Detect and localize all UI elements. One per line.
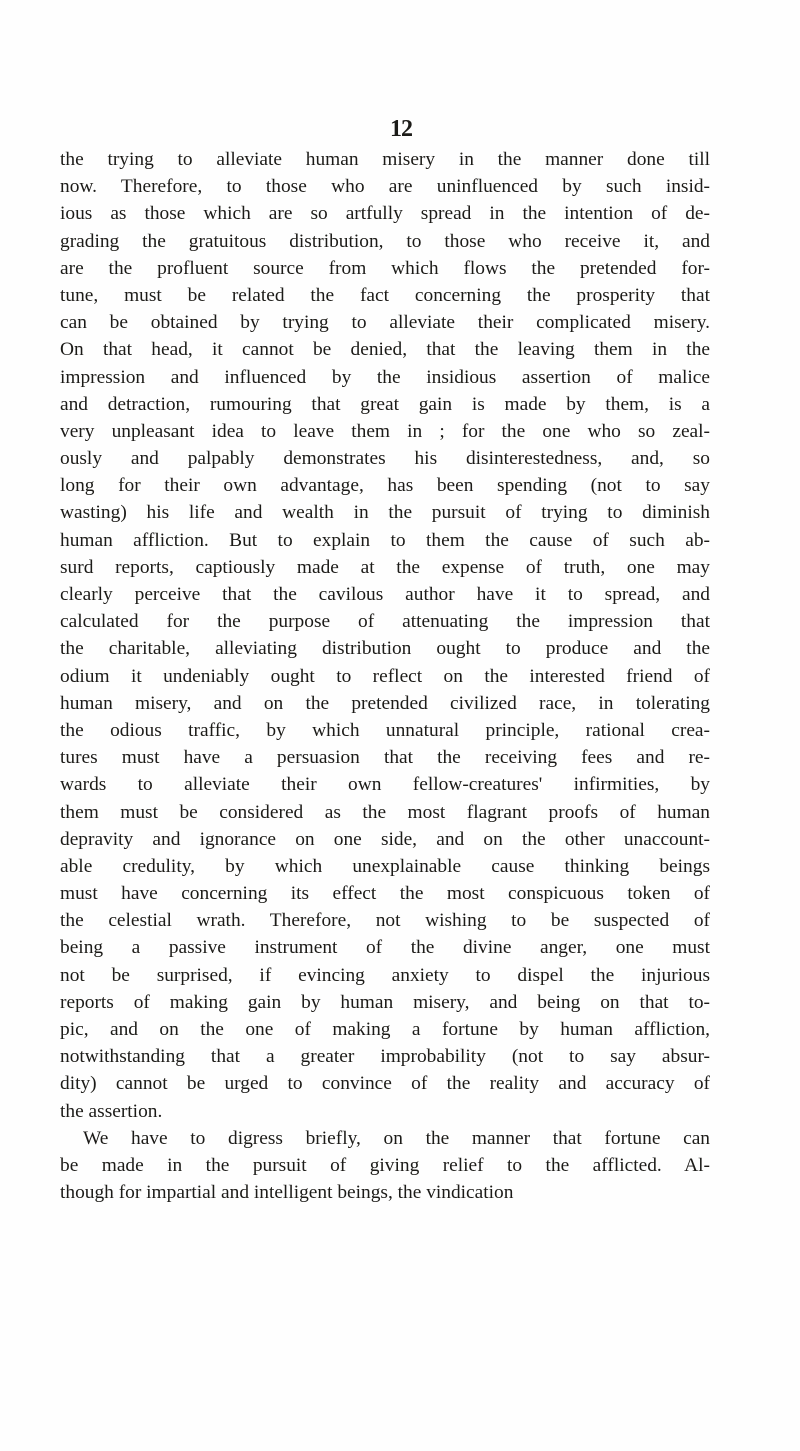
text-line: the charitable, alleviating distribution ought to produce and the	[60, 638, 710, 660]
paragraph	[60, 1125, 710, 1207]
text-line: can be obtained by trying to alleviate their complicated misery.	[60, 312, 710, 334]
text-line: calculated for the purpose of attenuating the impression that	[60, 611, 710, 633]
text-line: On that head, it cannot be denied, that the leaving them in the	[60, 339, 710, 361]
text-line: clearly perceive that the cavilous author have it to spread, and	[60, 584, 710, 605]
text-line: We have to digress briefly, on the manner that fortune can	[83, 1127, 710, 1149]
text-line: depravity and ignorance on one side, and on the other unaccount-	[60, 828, 710, 850]
text-line: though for impartial and intelligent beings, the vindication	[60, 1182, 514, 1204]
text-line: being a passive instrument of the divine anger, one must	[60, 937, 710, 959]
text-line: wasting) his life and wealth in the pursuit of trying to diminish	[60, 502, 710, 524]
text-line: wards to alleviate their own fellow-creatures' infirmities, by	[60, 774, 710, 796]
text-line: tures must have a persuasion that the receiving fees and re-	[60, 747, 710, 769]
text-line: them must be considered as the most flagrant proofs of human	[60, 801, 710, 823]
page-number: 12	[390, 116, 412, 142]
text-line: ious as those which are so artfully spread in the intention of de-	[60, 203, 710, 225]
text-line: impression and influenced by the insidious assertion of malice	[60, 366, 710, 388]
text-line: now. Therefore, to those who are uninfluenced by such insid-	[60, 176, 710, 198]
text-line: surd reports, captiously made at the expense of truth, one may	[60, 556, 710, 578]
text-line: able credulity, by which unexplainable cause thinking beings	[60, 855, 710, 877]
text-line: pic, and on the one of making a fortune by human affliction,	[60, 1019, 710, 1040]
text-line: odium it undeniably ought to reflect on the interested friend of	[60, 665, 710, 687]
text-line: dity) cannot be urged to convince of the reality and accuracy of	[60, 1073, 710, 1095]
text-line: very unpleasant idea to leave them in ; for the one who so zeal-	[60, 420, 710, 442]
text-line: must have concerning its effect the most conspicuous token of	[60, 883, 710, 905]
text-line: tune, must be related the fact concerning the prosperity that	[60, 284, 710, 306]
text-line: are the profluent source from which flows the pretended for-	[60, 257, 710, 279]
text-line: be made in the pursuit of giving relief to the afflicted. Al-	[60, 1154, 710, 1176]
text-line: ously and palpably demonstrates his disinterestedness, and, so	[60, 448, 710, 470]
text-line: the assertion.	[60, 1100, 163, 1122]
text-line: grading the gratuitous distribution, to those who receive it, and	[60, 230, 710, 252]
text-line: human misery, and on the pretended civilized race, in tolerating	[60, 692, 710, 714]
text-line: not be surprised, if evincing anxiety to dispel the injurious	[60, 964, 710, 986]
text-line: the odious traffic, by which unnatural principle, rational crea-	[60, 719, 710, 741]
text-line: human affliction. But to explain to them the cause of such ab-	[60, 529, 710, 551]
text-line: the celestial wrath. Therefore, not wishing to be suspected of	[60, 910, 710, 932]
text-line: long for their own advantage, has been spending (not to say	[60, 475, 710, 497]
text-line: notwithstanding that a greater improbability (not to say absur-	[60, 1046, 710, 1068]
text-line: and detraction, rumouring that great gain is made by them, is a	[60, 393, 710, 415]
paragraph	[60, 146, 710, 1125]
body-text	[60, 146, 710, 1206]
text-line: the trying to alleviate human misery in the manner done till	[60, 149, 710, 170]
text-line: reports of making gain by human misery, and being on that to-	[60, 991, 710, 1013]
